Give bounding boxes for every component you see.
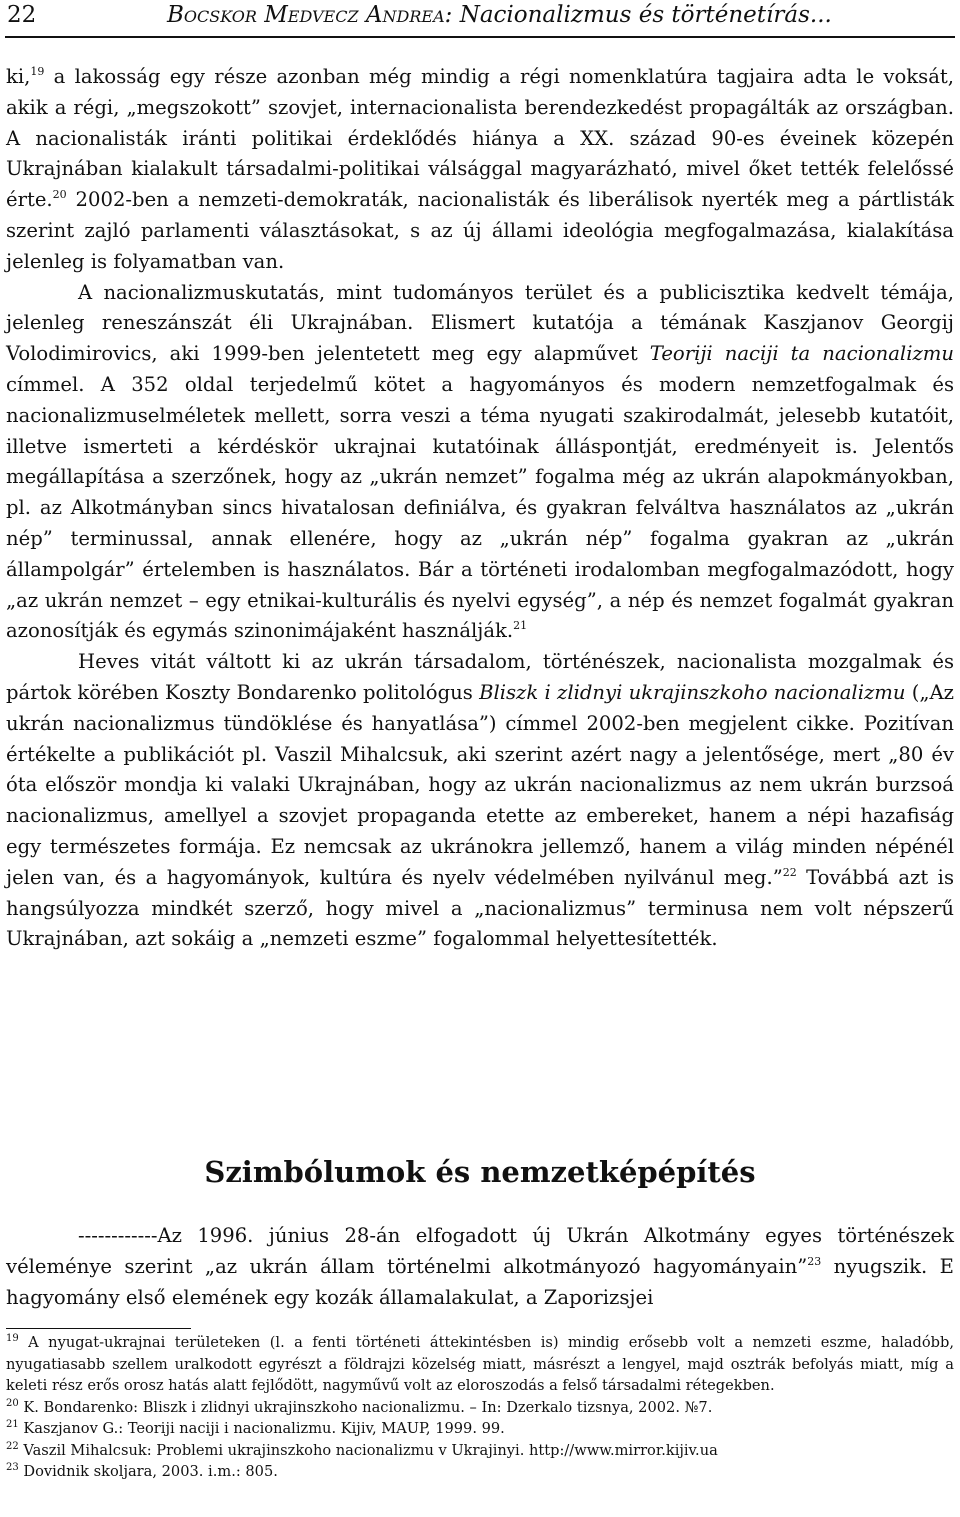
p1-text-2: a lakosság egy része azonban még mindig a régi nomenklatúra tagjaira adta le voksát, akik a régi, „megszokott” szovjet, internacionalista berendezkedést propagálták az országban. A nacionalisták iránti politikai érdeklődés hiánya a XX. század 90-es éveinek közepén Ukrajnában kialakult társadalmi-politikai válsággal magyarázható, mivel őket tették felelőssé érte. <box>6 65 954 212</box>
section-text <box>6 1221 954 1313</box>
header-title: Nacionalizmus és történetírás... <box>459 2 832 28</box>
footnote-19 <box>6 1332 954 1397</box>
footnote-number: 20 <box>6 1397 19 1409</box>
header-author: Bocskor Medvecz Andrea: <box>167 2 453 28</box>
p3-text-2: („Az ukrán nacionalizmus tündöklése és hanyatlása”) címmel 2002-ben megjelent cikke. Pozitívan értékelte a publikációt pl. Vaszil Mihalcsuk, aki szerint azért nagy a jelentősége, mert „80 év óta először mondja ki valaki Ukrajnában, hogy az ukrán nacionalizmus az nem ukrán burzsoá nacionalizmus, amellyel a szovjet propaganda etette az embereket, hanem a népi hazafiság egy természetes formája. Ez nemcsak az ukránokra jellemző, hanem a világ minden népénél jelen van, és a hagyományok, kultúra és nyelv védelmében nyilvánul meg.” <box>6 680 954 889</box>
paragraph-4 <box>6 1221 954 1313</box>
main-text <box>6 62 954 955</box>
footnote-text: Vaszil Mihalcsuk: Problemi ukrajinszkoho nacionalizmu v Ukrajinyi. http://www.mirror.kijiv.ua <box>18 1441 718 1459</box>
footnote-23 <box>6 1461 954 1483</box>
footnote-ref-23[interactable]: 23 <box>807 1254 822 1268</box>
footnote-text: A nyugat-ukrajnai területeken (l. a fenti történeti áttekintésben is) mindig erősebb volt a nemzeti eszme, haladóbb, nyugatiasabb szellem uralkodott egyrészt a földrajzi közelség miatt, másrészt a lengyel, majd osztrák befolyás miatt, míg a keleti rész erős orosz hatás alatt fejlődött, nagyművű volt az eloroszodás a felső társadalmi rétegekben. <box>6 1334 954 1394</box>
p3-text-1: Heves vitát váltott ki az ukrán társadalom, történészek, nacionalista mozgalmak és pártok körében Koszty Bondarenko politológus <box>6 650 954 704</box>
section-heading: Szimbólumok és nemzetképépítés <box>204 1155 756 1189</box>
page-number: 22 <box>7 2 37 28</box>
footnote-number: 22 <box>6 1440 19 1452</box>
footnote-text: Dovidnik skoljara, 2003. i.m.: 805. <box>18 1463 278 1480</box>
p2-text-1: A nacionalizmuskutatás, mint tudományos terület és a publicisztika kedvelt témája, jelenleg reneszánszát éli Ukrajnában. Elismert kutatója a témának Kaszjanov Georgij Volodimirovics, aki 1999-ben jelentetett meg egy alapművet <box>6 280 954 366</box>
running-header <box>7 0 953 30</box>
p4-text-2: nyugszik. E hagyomány első elemének egy kozák államalakulat, a Zaporizsjei <box>6 1254 954 1309</box>
paragraph-3 <box>6 647 954 955</box>
footnote-number: 23 <box>6 1462 19 1473</box>
p3-text-3: Továbbá azt is hangsúlyozza mindkét szerző, hogy mivel a „nacionalizmus” terminusa nem volt népszerű Ukrajnában, azt sokáig a „nemzeti eszme” fogalommal helyettesítették. <box>6 865 954 951</box>
footnotes <box>6 1332 954 1483</box>
p1-text-3: 2002-ben a nemzeti-demokraták, nacionalisták és liberálisok nyerték meg a pártlisták szerint zajló parlamenti választásokat, s az új állami ideológia megfogalmazása, kialakítása jelenleg is folyamatban van. <box>6 188 954 273</box>
footnote-text: Kaszjanov G.: Teoriji naciji i nacionalizmu. Kijiv, MAUP, 1999. 99. <box>18 1420 505 1437</box>
footnote-20 <box>6 1397 954 1419</box>
p2-text-2: címmel. A 352 oldal terjedelmű kötet a hagyományos és modern nemzetfogalmak és nacionalizmuselméletek mellett, sorra veszi a téma nyugati szakirodalmát, jelesebb kutatóit, illetve ismerteti a kérdéskör ukrajnai kutatóinak álláspontját, eredményeit is. Jelentős megállapítása a szerzőnek, hogy az „ukrán nemzet” fogalma még az ukrán alapokmányokban, pl. az Alkotmányban sincs hivatalosan definiálva, és gyakran felváltva használatos az „ukrán nép” terminussal, annak ellenére, hogy az „ukrán nép” fogalma gyakran az „ukrán állampolgár” értelemben is használatos. Bár a történeti irodalomban megfogalmazódott, hogy „az ukrán nemzet – egy etnikai-kulturális és nyelvi egység”, a nép és nemzet fogalmát gyakran azonosítják és egymás szinonimájaként használják. <box>6 372 954 643</box>
p4-text-1: ------------Az 1996. június 28-án elfogadott új Ukrán Alkotmány egyes történészek véleménye szerint „az ukrán állam történelmi alkotmányozó hagyományain” <box>6 1224 954 1278</box>
paragraph-2 <box>6 278 954 648</box>
p1-text-1: ki, <box>6 65 31 88</box>
footnote-ref-19[interactable]: 19 <box>30 65 45 78</box>
paragraph-1 <box>6 62 954 278</box>
footnote-ref-22[interactable]: 22 <box>782 865 797 879</box>
footnote-22 <box>6 1440 954 1462</box>
article-title-bondarenko: Bliszk i zlidnyi ukrajinszkoho nacionalizmu <box>479 680 906 704</box>
footnote-number: 21 <box>6 1419 19 1430</box>
header-rule <box>5 36 955 38</box>
book-title-kaszjanov: Teoriji naciji ta nacionalizmu <box>649 342 954 366</box>
footnote-21 <box>6 1418 954 1440</box>
footnote-ref-21[interactable]: 21 <box>513 619 528 633</box>
footnote-text: K. Bondarenko: Bliszk i zlidnyi ukrajinszkoho nacionalizmu. – In: Dzerkalo tizsnya, 2002. №7. <box>18 1398 713 1416</box>
footnote-number: 19 <box>6 1333 19 1344</box>
footnote-rule <box>6 1328 191 1329</box>
footnote-ref-20[interactable]: 20 <box>52 188 67 202</box>
